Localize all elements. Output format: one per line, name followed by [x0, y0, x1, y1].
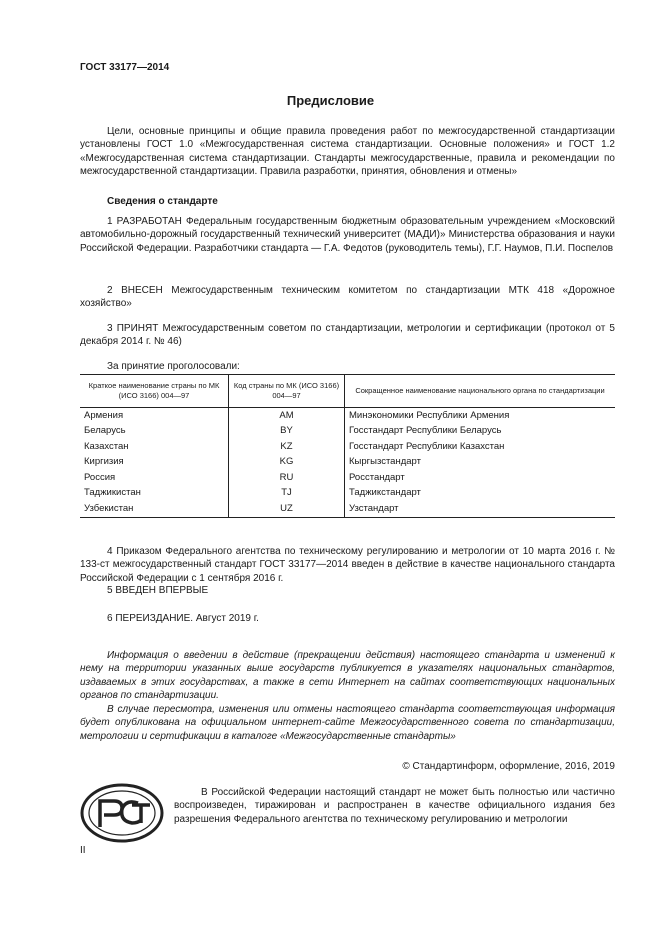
vote-table [80, 374, 615, 518]
country-name: Таджикистан [84, 487, 141, 499]
header-country-code: Код страны по МК (ИСО 3166) 004—97 [229, 375, 345, 408]
item-order: 4 Приказом Федерального агентства по техническому регулированию и метрологии от 10 марта 2016 г. № 133-ст межгосударственный стандарт ГОСТ 33177—2014 введен в действие в качестве национального стандарта Российской Федерации с 1 сентября 2016 г. [80, 546, 615, 584]
info-paragraph-1: Информация о введении в действие (прекращении действия) настоящего стандарта и изменений к нему на территории указанных выше государств публикуется в указателях национальных стандартов, издаваемых в этих государствах, а также в сети Интернет на сайтах соответствующих национальных органов по стандартизации. [80, 650, 615, 701]
table-row [80, 470, 615, 486]
info-paragraph-2: В случае пересмотра, изменения или отмены настоящего стандарта соответствующая информация будет опубликована на официальном интернет-сайте Межгосударственного совета по стандартизации, метрологии и сертификации в каталоге «Межгосударственные стандарты» [80, 704, 615, 742]
country-name: Армения [84, 409, 124, 421]
national-body: Узстандарт [345, 501, 616, 517]
national-body: Таджикстандарт [345, 486, 616, 502]
country-code: KZ [229, 439, 345, 455]
item-adopted: 3 ПРИНЯТ Межгосударственным советом по стандартизации, метрологии и сертификации (протокол от 5 декабря 2014 г. № 46) [80, 323, 615, 348]
about-heading: Сведения о стандарте [107, 196, 218, 207]
intro-paragraph: Цели, основные принципы и общие правила проведения работ по межгосударственной стандартизации установлены ГОСТ 1.0 «Межгосударственная система стандартизации. Основные положения» и ГОСТ 1.2 «Межгосударственная система стандартизации. Стандарты межгосударственные, правила и рекомендации по межгосударственной стандартизации. Правила разработки, принятия, обновления и отмены» [80, 126, 615, 177]
national-body: Госстандарт Республики Беларусь [345, 424, 616, 440]
country-name: Беларусь [84, 425, 126, 437]
table-row [80, 439, 615, 455]
country-name: Узбекистан [84, 502, 134, 514]
country-code: KG [229, 455, 345, 471]
legal-notice: В Российской Федерации настоящий стандарт не может быть полностью или частично воспроизведен, тиражирован и распространен в качестве официального издания без разрешения Федерального агентства по техническому регулированию и метрологии [174, 787, 615, 825]
item-developed: 1 РАЗРАБОТАН Федеральным государственным бюджетным образовательным учреждением «Московский автомобильно-дорожный государственный технический университет (МАДИ)» Министерства образования и науки Российской Федерации. Разработчики стандарта — Г.А. Федотов (руководитель темы), Г.Г. Наумов, П.И. Поспелов [80, 216, 615, 254]
country-code: UZ [229, 501, 345, 517]
copyright-line: © Стандартинформ, оформление, 2016, 2019 [402, 761, 615, 772]
vote-caption: За принятие проголосовали: [107, 361, 240, 372]
country-code: TJ [229, 486, 345, 502]
table-row [80, 408, 615, 424]
country-code: AM [229, 408, 345, 424]
national-body: Росстандарт [345, 470, 616, 486]
country-name: Казахстан [84, 440, 129, 452]
country-name: Россия [84, 471, 116, 483]
header-country-name: Краткое наименование страны по МК (ИСО 3166) 004—97 [80, 375, 229, 408]
item-reissue: 6 ПЕРЕИЗДАНИЕ. Август 2019 г. [107, 613, 259, 624]
country-code: BY [229, 424, 345, 440]
item-submitted: 2 ВНЕСЕН Межгосударственным техническим комитетом по стандартизации МТК 418 «Дорожное хозяйство» [80, 285, 615, 310]
rst-logo-icon [80, 783, 164, 843]
country-name: Киргизия [84, 456, 124, 468]
page-title: Предисловие [286, 93, 375, 108]
national-body: Госстандарт Республики Казахстан [345, 439, 616, 455]
item-first-introduced: 5 ВВЕДЕН ВПЕРВЫЕ [107, 585, 209, 596]
header-national-body: Сокращенное наименование национального органа по стандартизации [345, 375, 616, 408]
national-body: Кыргызстандарт [345, 455, 616, 471]
table-row [80, 424, 615, 440]
standard-code-header: ГОСТ 33177—2014 [80, 62, 170, 73]
table-row [80, 501, 615, 517]
vote-table-header-row [80, 375, 615, 408]
national-body: Минэкономики Республики Армения [345, 408, 616, 424]
table-row [80, 486, 615, 502]
table-row [80, 455, 615, 471]
country-code: RU [229, 470, 345, 486]
page-number: II [80, 845, 86, 856]
